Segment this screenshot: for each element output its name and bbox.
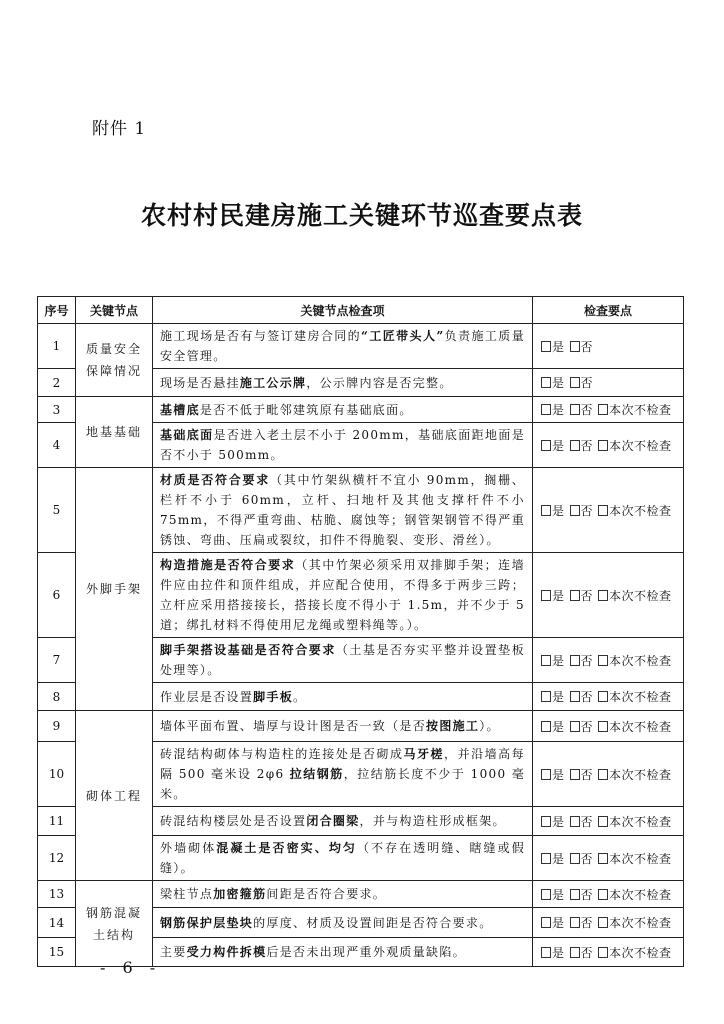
- checkbox-icon[interactable]: [541, 853, 551, 864]
- check-item-text: 。: [293, 689, 307, 704]
- check-item-text: 砖混结构砌体与构造柱的连接处是否砌成: [160, 747, 404, 761]
- checkbox-label: 否: [580, 653, 594, 668]
- key-node-group: 质量安全保障情况: [76, 324, 153, 397]
- check-item-text: 墙体平面布置、墙厚与设计图是否一致（是否: [160, 719, 427, 733]
- inspection-table: [37, 296, 684, 967]
- table-row: [38, 711, 684, 742]
- page-number: - 6 -: [100, 958, 162, 977]
- checkbox-option[interactable]: [570, 403, 594, 417]
- check-item-text: 后是否未出现严重外观质量缺陷。: [266, 945, 466, 959]
- checkbox-label: 是: [552, 887, 565, 902]
- checkbox-label: 是: [552, 653, 565, 668]
- check-item: [153, 836, 533, 881]
- checkbox-option[interactable]: [541, 946, 565, 960]
- check-item-emphasis: 受力构件拆模: [186, 945, 267, 959]
- checkbox-label: 否: [580, 719, 594, 734]
- row-number: 13: [38, 881, 76, 908]
- checkbox-option[interactable]: [541, 439, 565, 453]
- check-item-text: ，拉结筋长度不少于 1000 毫米。: [160, 767, 526, 801]
- check-item-text: 是否进入老土层不小于 200mm，基础底面距地面是否不小于 500mm。: [160, 428, 526, 462]
- checkbox-icon[interactable]: [598, 816, 608, 827]
- checkbox-icon[interactable]: [598, 853, 608, 864]
- row-number: 4: [38, 423, 76, 468]
- checkbox-option[interactable]: [570, 768, 594, 782]
- checkbox-icon[interactable]: [570, 590, 580, 601]
- checkbox-icon[interactable]: [598, 404, 608, 415]
- checkbox-icon[interactable]: [541, 505, 551, 516]
- check-options: [533, 938, 684, 967]
- checkbox-option[interactable]: [598, 946, 672, 960]
- checkbox-icon[interactable]: [570, 505, 580, 516]
- checkbox-label: 是: [552, 814, 565, 829]
- key-node-group: 地基基础: [76, 397, 153, 468]
- check-options: [533, 553, 684, 638]
- checkbox-icon[interactable]: [541, 590, 551, 601]
- checkbox-option[interactable]: [598, 439, 672, 453]
- check-item: [153, 324, 533, 369]
- checkbox-option[interactable]: [598, 768, 672, 782]
- checkbox-option[interactable]: [541, 403, 565, 417]
- checkbox-label: 本次不检查: [609, 767, 672, 782]
- checkbox-label: 是: [552, 916, 565, 930]
- row-number: 11: [38, 807, 76, 836]
- check-item-text: 外墙砌体: [160, 841, 217, 855]
- checkbox-icon[interactable]: [541, 440, 551, 451]
- check-item-emphasis: “工匠带头人”: [361, 329, 445, 343]
- check-item-emphasis: 马牙槎: [403, 747, 445, 761]
- checkbox-option[interactable]: [570, 888, 594, 902]
- checkbox-option[interactable]: [598, 720, 672, 734]
- row-number: 10: [38, 742, 76, 807]
- row-number: 3: [38, 397, 76, 423]
- checkbox-option[interactable]: [570, 946, 594, 960]
- check-options: [533, 881, 684, 908]
- checkbox-label: 本次不检查: [609, 438, 672, 453]
- checkbox-label: 否: [580, 916, 594, 930]
- checkbox-option[interactable]: [598, 504, 672, 518]
- checkbox-label: 否: [580, 376, 594, 390]
- checkbox-label: 否: [580, 438, 594, 453]
- checkbox-option[interactable]: [570, 340, 594, 354]
- check-item-text: 梁柱节点: [160, 887, 214, 901]
- check-item-text: （其中竹架必须采用双排脚手架；连墙件应由拉件和顶件组成，并应配合使用，不得多于两步三跨；立杆应采用搭接接长，搭接长度不得小于 1.5m，并不少于 5 道；绑扎材料不得使用尼龙绳或塑料绳等。）。: [160, 558, 525, 632]
- check-item: [153, 908, 533, 938]
- checkbox-option[interactable]: [570, 852, 594, 866]
- check-item-emphasis: 施工公示牌: [239, 375, 307, 390]
- checkbox-option[interactable]: [570, 815, 594, 829]
- checkbox-option[interactable]: [541, 690, 565, 704]
- checkbox-icon[interactable]: [598, 505, 608, 516]
- row-number: 8: [38, 683, 76, 711]
- check-item-emphasis: 脚手板: [253, 689, 294, 704]
- row-number: 15: [38, 938, 76, 967]
- checkbox-icon[interactable]: [570, 721, 580, 732]
- checkbox-label: 是: [552, 503, 565, 518]
- checkbox-icon[interactable]: [541, 889, 551, 900]
- checkbox-icon[interactable]: [541, 404, 551, 415]
- checkbox-icon[interactable]: [570, 377, 580, 388]
- checkbox-label: 是: [552, 690, 565, 704]
- checkbox-icon[interactable]: [570, 769, 580, 780]
- check-item-text: 的厚度、材质及设置间距是否符合要求。: [253, 915, 493, 930]
- checkbox-label: 本次不检查: [609, 653, 672, 668]
- checkbox-label: 否: [580, 945, 594, 960]
- checkbox-option[interactable]: [598, 815, 672, 829]
- checkbox-label: 否: [580, 403, 594, 417]
- key-node-group: 砌体工程: [76, 711, 153, 881]
- table-row: [38, 397, 684, 423]
- checkbox-label: 否: [580, 588, 594, 603]
- row-number: 1: [38, 324, 76, 369]
- row-number: 9: [38, 711, 76, 742]
- check-item: [153, 468, 533, 553]
- checkbox-option[interactable]: [570, 376, 594, 390]
- check-item-emphasis: 基础底面: [160, 428, 214, 442]
- table-row: [38, 324, 684, 369]
- checkbox-option[interactable]: [541, 888, 565, 902]
- row-number: 14: [38, 908, 76, 938]
- checkbox-icon[interactable]: [570, 691, 580, 702]
- check-options: [533, 683, 684, 711]
- check-item: [153, 683, 533, 711]
- checkbox-label: 是: [552, 376, 565, 390]
- row-number: 12: [38, 836, 76, 881]
- checkbox-icon[interactable]: [570, 440, 580, 451]
- row-number: 5: [38, 468, 76, 553]
- checkbox-label: 否: [580, 503, 594, 518]
- checkbox-option[interactable]: [570, 654, 594, 668]
- check-item: [153, 881, 533, 908]
- checkbox-option[interactable]: [598, 916, 672, 930]
- checkbox-label: 本次不检查: [609, 814, 672, 829]
- checkbox-label: 否: [580, 339, 594, 354]
- checkbox-icon[interactable]: [541, 769, 551, 780]
- row-number: 7: [38, 638, 76, 683]
- checkbox-icon[interactable]: [541, 816, 551, 827]
- checkbox-icon[interactable]: [541, 721, 551, 732]
- checkbox-option[interactable]: [598, 654, 672, 668]
- check-options: [533, 468, 684, 553]
- check-item-emphasis: 按图施工: [426, 719, 480, 733]
- check-item: [153, 711, 533, 742]
- checkbox-label: 本次不检查: [609, 588, 672, 603]
- checkbox-icon[interactable]: [598, 440, 608, 451]
- checkbox-option[interactable]: [541, 815, 565, 829]
- check-item-text: ，并沿墙高每隔 500 毫米设 2φ6: [160, 747, 525, 781]
- checkbox-icon[interactable]: [570, 917, 580, 928]
- checkbox-label: 是: [552, 403, 565, 417]
- checkbox-icon[interactable]: [541, 341, 551, 352]
- check-item-text: 主要: [160, 945, 187, 959]
- checkbox-icon[interactable]: [598, 889, 608, 900]
- checkbox-label: 是: [552, 767, 565, 782]
- check-options: [533, 742, 684, 807]
- check-item: [153, 638, 533, 683]
- checkbox-icon[interactable]: [598, 590, 608, 601]
- checkbox-icon[interactable]: [570, 816, 580, 827]
- header-points: 检查要点: [533, 297, 684, 324]
- check-item: [153, 369, 533, 397]
- check-item-text: ，公示牌内容是否完整。: [306, 375, 453, 390]
- checkbox-icon[interactable]: [541, 917, 551, 928]
- checkbox-label: 是: [552, 588, 565, 603]
- checkbox-option[interactable]: [598, 589, 672, 603]
- check-item-emphasis: 基槽底: [160, 402, 200, 417]
- row-number: 6: [38, 553, 76, 638]
- header-node: 关键节点: [76, 297, 153, 324]
- check-item-emphasis: 闭合圈梁: [306, 814, 360, 828]
- checkbox-icon[interactable]: [541, 947, 551, 958]
- checkbox-label: 否: [580, 887, 594, 902]
- checkbox-option[interactable]: [541, 376, 565, 390]
- checkbox-icon[interactable]: [598, 769, 608, 780]
- check-item-emphasis: 加密箍筋: [213, 887, 267, 901]
- checkbox-option[interactable]: [598, 852, 672, 866]
- check-item-emphasis: 脚手架搭设基础是否符合要求: [160, 643, 336, 657]
- checkbox-option[interactable]: [541, 852, 565, 866]
- checkbox-label: 本次不检查: [609, 719, 672, 734]
- checkbox-icon[interactable]: [570, 404, 580, 415]
- checkbox-option[interactable]: [570, 916, 594, 930]
- checkbox-option[interactable]: [598, 403, 672, 417]
- checkbox-label: 本次不检查: [609, 916, 672, 930]
- check-item-text: 是否不低于毗邻建筑原有基础底面。: [199, 402, 413, 417]
- checkbox-option[interactable]: [570, 504, 594, 518]
- checkbox-icon[interactable]: [541, 655, 551, 666]
- check-item: [153, 807, 533, 836]
- checkbox-label: 本次不检查: [609, 887, 672, 902]
- checkbox-option[interactable]: [541, 916, 565, 930]
- checkbox-option[interactable]: [541, 654, 565, 668]
- check-item-emphasis: 混凝土是否密实、均匀: [216, 841, 357, 855]
- checkbox-icon[interactable]: [598, 917, 608, 928]
- checkbox-label: 是: [552, 438, 565, 453]
- check-item-text: 现场是否悬挂: [160, 375, 240, 390]
- check-item-text: （其中竹架纵横杆不宜小 90mm，搁栅、栏杆不小于 60mm，立杆、扫地杆及其他支撑杆件不小 75mm，不得严重弯曲、枯脆、腐蚀等；钢管架钢管不得严重锈蚀、弯曲、压扁或裂纹，扣件不得脆裂、变形、滑丝）。: [160, 473, 525, 547]
- table-row: [38, 881, 684, 908]
- check-options: [533, 324, 684, 369]
- check-item: [153, 423, 533, 468]
- check-options: [533, 369, 684, 397]
- table-body: [38, 324, 684, 967]
- check-options: [533, 908, 684, 938]
- attachment-label: 附件 1: [92, 119, 147, 139]
- checkbox-option[interactable]: [541, 340, 565, 354]
- checkbox-label: 否: [580, 690, 594, 704]
- check-item-text: 间距是否符合要求。: [266, 887, 387, 901]
- checkbox-option[interactable]: [541, 720, 565, 734]
- key-node-group: 外脚手架: [76, 468, 153, 711]
- checkbox-label: 否: [580, 851, 594, 866]
- check-item-text: 施工现场是否有与签订建房合同的: [160, 329, 362, 343]
- checkbox-label: 是: [552, 851, 565, 866]
- checkbox-option[interactable]: [598, 690, 672, 704]
- checkbox-option[interactable]: [541, 768, 565, 782]
- header-no: 序号: [38, 297, 76, 324]
- check-item: [153, 397, 533, 423]
- checkbox-label: 本次不检查: [609, 851, 672, 866]
- checkbox-icon[interactable]: [598, 655, 608, 666]
- checkbox-icon[interactable]: [570, 947, 580, 958]
- checkbox-option[interactable]: [570, 439, 594, 453]
- checkbox-icon[interactable]: [570, 889, 580, 900]
- check-item-text: ，并与构造柱形成框架。: [359, 814, 506, 828]
- checkbox-icon[interactable]: [598, 691, 608, 702]
- check-options: [533, 807, 684, 836]
- checkbox-icon[interactable]: [570, 853, 580, 864]
- check-item: [153, 742, 533, 807]
- checkbox-label: 否: [580, 767, 594, 782]
- document-title: 农村村民建房施工关键环节巡查要点表: [140, 201, 583, 230]
- check-item-text: ）。: [479, 719, 500, 733]
- checkbox-icon[interactable]: [570, 341, 580, 352]
- checkbox-option[interactable]: [570, 690, 594, 704]
- checkbox-option[interactable]: [541, 589, 565, 603]
- check-item: [153, 938, 533, 967]
- check-options: [533, 638, 684, 683]
- checkbox-label: 本次不检查: [609, 503, 672, 518]
- table-header-row: [38, 297, 684, 324]
- checkbox-option[interactable]: [598, 888, 672, 902]
- check-options: [533, 397, 684, 423]
- check-item-text: （土基是否夯实平整并设置垫板处理等）。: [160, 643, 526, 677]
- check-options: [533, 711, 684, 742]
- checkbox-icon[interactable]: [598, 947, 608, 958]
- check-item-emphasis: 钢筋保护层垫块: [160, 915, 254, 930]
- check-item: [153, 553, 533, 638]
- check-item-text: 砖混结构楼层处是否设置: [160, 814, 307, 828]
- row-number: 2: [38, 369, 76, 397]
- check-item-emphasis: 材质是否符合要求: [160, 473, 270, 487]
- checkbox-label: 是: [552, 339, 565, 354]
- header-item: 关键节点检查项: [153, 297, 533, 324]
- table-row: [38, 468, 684, 553]
- check-item-text: 作业层是否设置: [160, 689, 254, 704]
- check-item-emphasis: 构造措施是否符合要求: [160, 558, 296, 572]
- checkbox-label: 本次不检查: [609, 945, 672, 960]
- check-options: [533, 423, 684, 468]
- checkbox-label: 是: [552, 719, 565, 734]
- checkbox-option[interactable]: [570, 720, 594, 734]
- check-item-text: （不存在透明缝、瞎缝或假缝）。: [160, 841, 525, 875]
- checkbox-icon[interactable]: [570, 655, 580, 666]
- check-item-emphasis: 拉结钢筋: [289, 767, 344, 781]
- checkbox-option[interactable]: [541, 504, 565, 518]
- checkbox-label: 本次不检查: [609, 690, 672, 704]
- check-options: [533, 836, 684, 881]
- checkbox-option[interactable]: [570, 589, 594, 603]
- checkbox-icon[interactable]: [598, 721, 608, 732]
- checkbox-label: 本次不检查: [609, 403, 672, 417]
- checkbox-icon[interactable]: [541, 691, 551, 702]
- checkbox-icon[interactable]: [541, 377, 551, 388]
- key-node-group: 钢筋混凝土结构: [76, 881, 153, 967]
- checkbox-label: 否: [580, 814, 594, 829]
- check-item-text: 负责施工质量安全管理。: [160, 329, 525, 363]
- checkbox-label: 是: [552, 945, 565, 960]
